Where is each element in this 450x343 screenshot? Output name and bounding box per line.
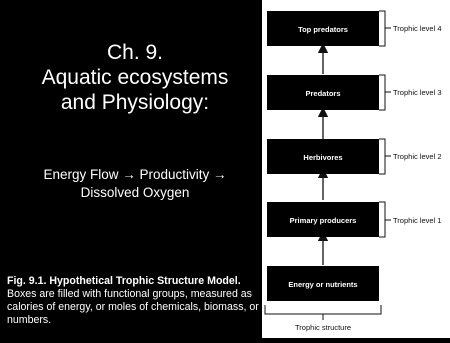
box-label-herbivores: Herbivores [303,153,343,162]
title-line-2: Aquatic ecosystems [41,66,229,89]
bracket-level-3 [379,75,391,110]
bracket-level-2 [379,139,391,174]
title-line-3: and Physiology: [60,91,210,114]
caption-text: Boxes are filled with functional groups, measured as calories of energy, or moles of chemicals, biomass, or numbers. [7,288,259,326]
box-label-primary-producers: Primary producers [289,216,357,225]
slide-subtitle [10,166,260,202]
caption-bold: Fig. 9.1. Hypothetical Trophic Structure Model. [7,275,241,287]
trophic-structure-label: Trophic structure [295,323,351,332]
trophic-level-4-label: Trophic level 4 [393,24,442,33]
trophic-level-3-label: Trophic level 3 [393,88,442,97]
bracket-level-1 [379,202,391,237]
figure-caption [7,275,265,327]
box-herbivores [267,139,379,174]
box-label-energy-or-nutrients: Energy or nutrients [288,280,358,289]
subtitle-line-1: Energy Flow → Productivity → [43,167,227,182]
box-predators [267,75,379,110]
box-top-predators [267,11,379,46]
bracket-level-4 [379,11,391,46]
subtitle-line-2: Dissolved Oxygen [80,185,190,200]
trophic-level-1-label: Trophic level 1 [393,216,442,225]
box-label-predators: Predators [305,89,341,98]
slide-title [10,40,260,115]
title-line-1: Ch. 9. [106,41,164,64]
box-label-top-predators: Top predators [298,25,348,34]
box-primary-producers [267,202,379,237]
trophic-level-2-label: Trophic level 2 [393,152,442,161]
box-energy-or-nutrients [267,266,379,301]
trophic-diagram-svg [262,0,450,338]
trophic-diagram [262,0,450,338]
bottom-brace [265,305,381,320]
